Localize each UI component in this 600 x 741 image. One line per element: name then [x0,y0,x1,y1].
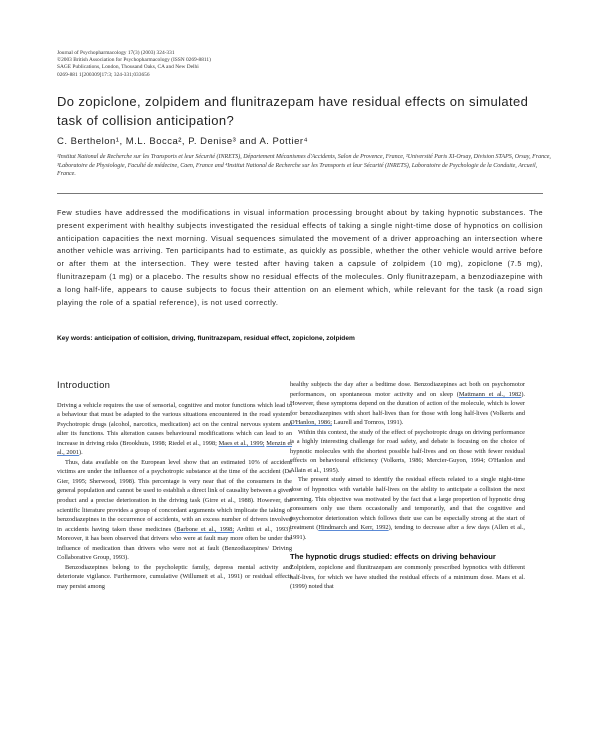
paragraph [290,380,525,428]
author-list: C. Berthelon¹, M.L. Bocca², P. Denise³ and A. Pottier⁴ [57,136,309,147]
copyright-line: ©2003 British Association for Psychopharmacology (ISSN 0269-8811) [57,57,211,64]
citation-link[interactable]: Barbone et al., 1998; [176,525,235,533]
section-heading-hypnotic-drugs: The hypnotic drugs studied: effects on driving behaviour [290,552,496,562]
paragraph [57,458,292,563]
paragraph-text: ). [79,449,83,457]
paragraph [290,428,525,476]
paragraph-text: Thus, data available on the European level show that an estimated 10% of accident victims are under the influence of a psychotropic substance at the time of the accident (De Gier, 1995; Sherwood, 1998). This percentage is very near that of the consumers in the general population and cannot be used to establish a direct link of causality between a given product and a precise deterioration in the driving task (Girre et al., 1988). However, the scientific literature provides a group of concordant arguments which implicate the taking of benzodiazepines in the occurrence of accidents, with an excess number of drivers involved in accidents having taken these medicines ( [57,458,292,533]
article-title: Do zopiclone, zolpidem and flunitrazepam have residual effects on simulated task of collision anticipation? [57,94,529,128]
paragraph-text: Arditti et al., 1993). Moreover, it has been observed that drivers who were at fault may more often be under the influence of medication than drivers who were not at fault (Benzodiazepines/ Driving Collaborative Group, 1993). [57,525,293,562]
paragraph [290,563,525,592]
paragraph-text: Within this context, the study of the effect of psychotropic drugs on driving performance is a highly interesting challenge for road safety, and debate is focusing on the choice of hypnotic molecules with the shortest possible half-lives and on those with fewer residual effects on behavioural efficiency (Volkerts, 1986; Mercier-Guyon, 1994; O'Hanlon and Allain et al., 1995). [290,428,525,474]
citation-link[interactable]: Menzin et al., 2001 [57,439,293,457]
section-heading-introduction: Introduction [57,380,111,391]
citation-link[interactable]: Hindmarch and Kerr, 1992 [318,524,389,532]
citation-link[interactable]: Maes et al., 1999; [218,439,265,447]
paragraph-text: ), tending to decrease after a few days (Allen et al., 1991). [290,524,525,541]
paragraph [57,563,292,592]
right-column [290,380,525,592]
publisher-line: SAGE Publications, London, Thousand Oaks, CA and New Delhi [57,64,199,71]
paragraph-text: Zolpidem, zopiclone and flunitrazepam are commonly prescribed hypnotics with different half-lives, for which we have studied the residual effects of a minimum dose. Maes et al. (1999) noted that [290,564,525,591]
paragraph-text: ). However, these symptoms depend on the duration of action of the molecule, which is lower for benzodiazepines with short half-lives than for those with long half-lives (Volkerts and [290,390,526,417]
paragraph-text: Laurell and Tornros, 1991). [332,419,404,427]
abstract: Few studies have addressed the modifications in visual information processing brought about by taking hypnotic substances. The present experiment with healthy subjects investigated the residual effects of taking a single night-time dose of hypnotics on collision anticipation capacities the next morning. Visual sequences simulated the movement of a driver approaching an intersection where another vehicle was arriving. Ten participants had to estimate, as quickly as possible, whether the other vehicle would arrive before or after them at the intersection. They were tested after having taken a capsule of zolpidem (10 mg), zopiclone (7.5 mg), flunitrazepam (1 mg) or a placebo. The results show no residual effects of the molecules. Only flunitrazepam, a benzodiazepine with a long half-life, appears to cause subjects to focus their attention on an element which, while relevant for the task (a road sign playing the role of a spatial reference), is not used correctly. [57,208,543,307]
citation-link[interactable]: Mattmann et al., 1982 [458,390,522,398]
journal-citation: Journal of Psychopharmacology 17(3) (2003) 324-331 [57,50,175,56]
divider [57,193,543,194]
paragraph-text: Benzodiazepines belong to the psycholeptic family, depress mental activity and deteriorate vigilance. Furthermore, cumulative (Willumeit et al., 1991) or residual effects may persist among [57,563,292,590]
paragraph-text: The present study aimed to identify the residual effects related to a single night-time dose of hypnotics with variable half-lives on the ability to anticipate a collision the next morning. This objective was motivated by the fact that a large proportion of hypnotic drug consumers only use them occasionally and temporarily, and that the cognitive and psychomotor deterioration which follows their use can be especially strong at the start of treatment ( [290,476,525,532]
paragraph [290,475,525,542]
paragraph-text: healthy subjects the day after a bedtime dose. Benzodiazepines act both on psychomotor performances, on spontaneous motor activity and on sleep ( [290,381,525,398]
affiliations: ¹Institut National de Recherche sur les Transports et leur Sécurité (INRETS), Département Mécanismes d'Accidents, Salon de Provence, France, ²Université Paris XI-Orsay, Division STAPS, Orsay, France, ³Laboratoire de Physiologie, Faculté de médecine, Caen, France and ⁴Institut National de Recherche sur les Transports et leur Sécurité (INRETS), Laboratoire de Psychologie de la Conduite, Arcueil, France. [57,154,551,178]
citation-link[interactable]: O'Hanlon, 1986; [290,419,333,427]
keywords: Key words: anticipation of collision, driving, flunitrazepam, residual effect, zopiclone, zolpidem [57,335,355,342]
journal-header [57,50,211,79]
paragraph-text: Driving a vehicle requires the use of sensorial, cognitive and motor functions which lead to a behaviour that must be adapted to the various situations encountered in the road system. Psychotropic drugs (alcohol, narcotics, medication) act on the central nervous system and alter its functions. This alteration causes behavioural modifications which can lead to an increase in driving risks (Brookhuis, 1998; Riedel et al., 1998; [57,401,292,447]
paragraph [57,401,292,458]
left-column [57,381,292,591]
doi-line: 0269-881 1[200309]17:3; 324-331;033656 [57,71,150,78]
